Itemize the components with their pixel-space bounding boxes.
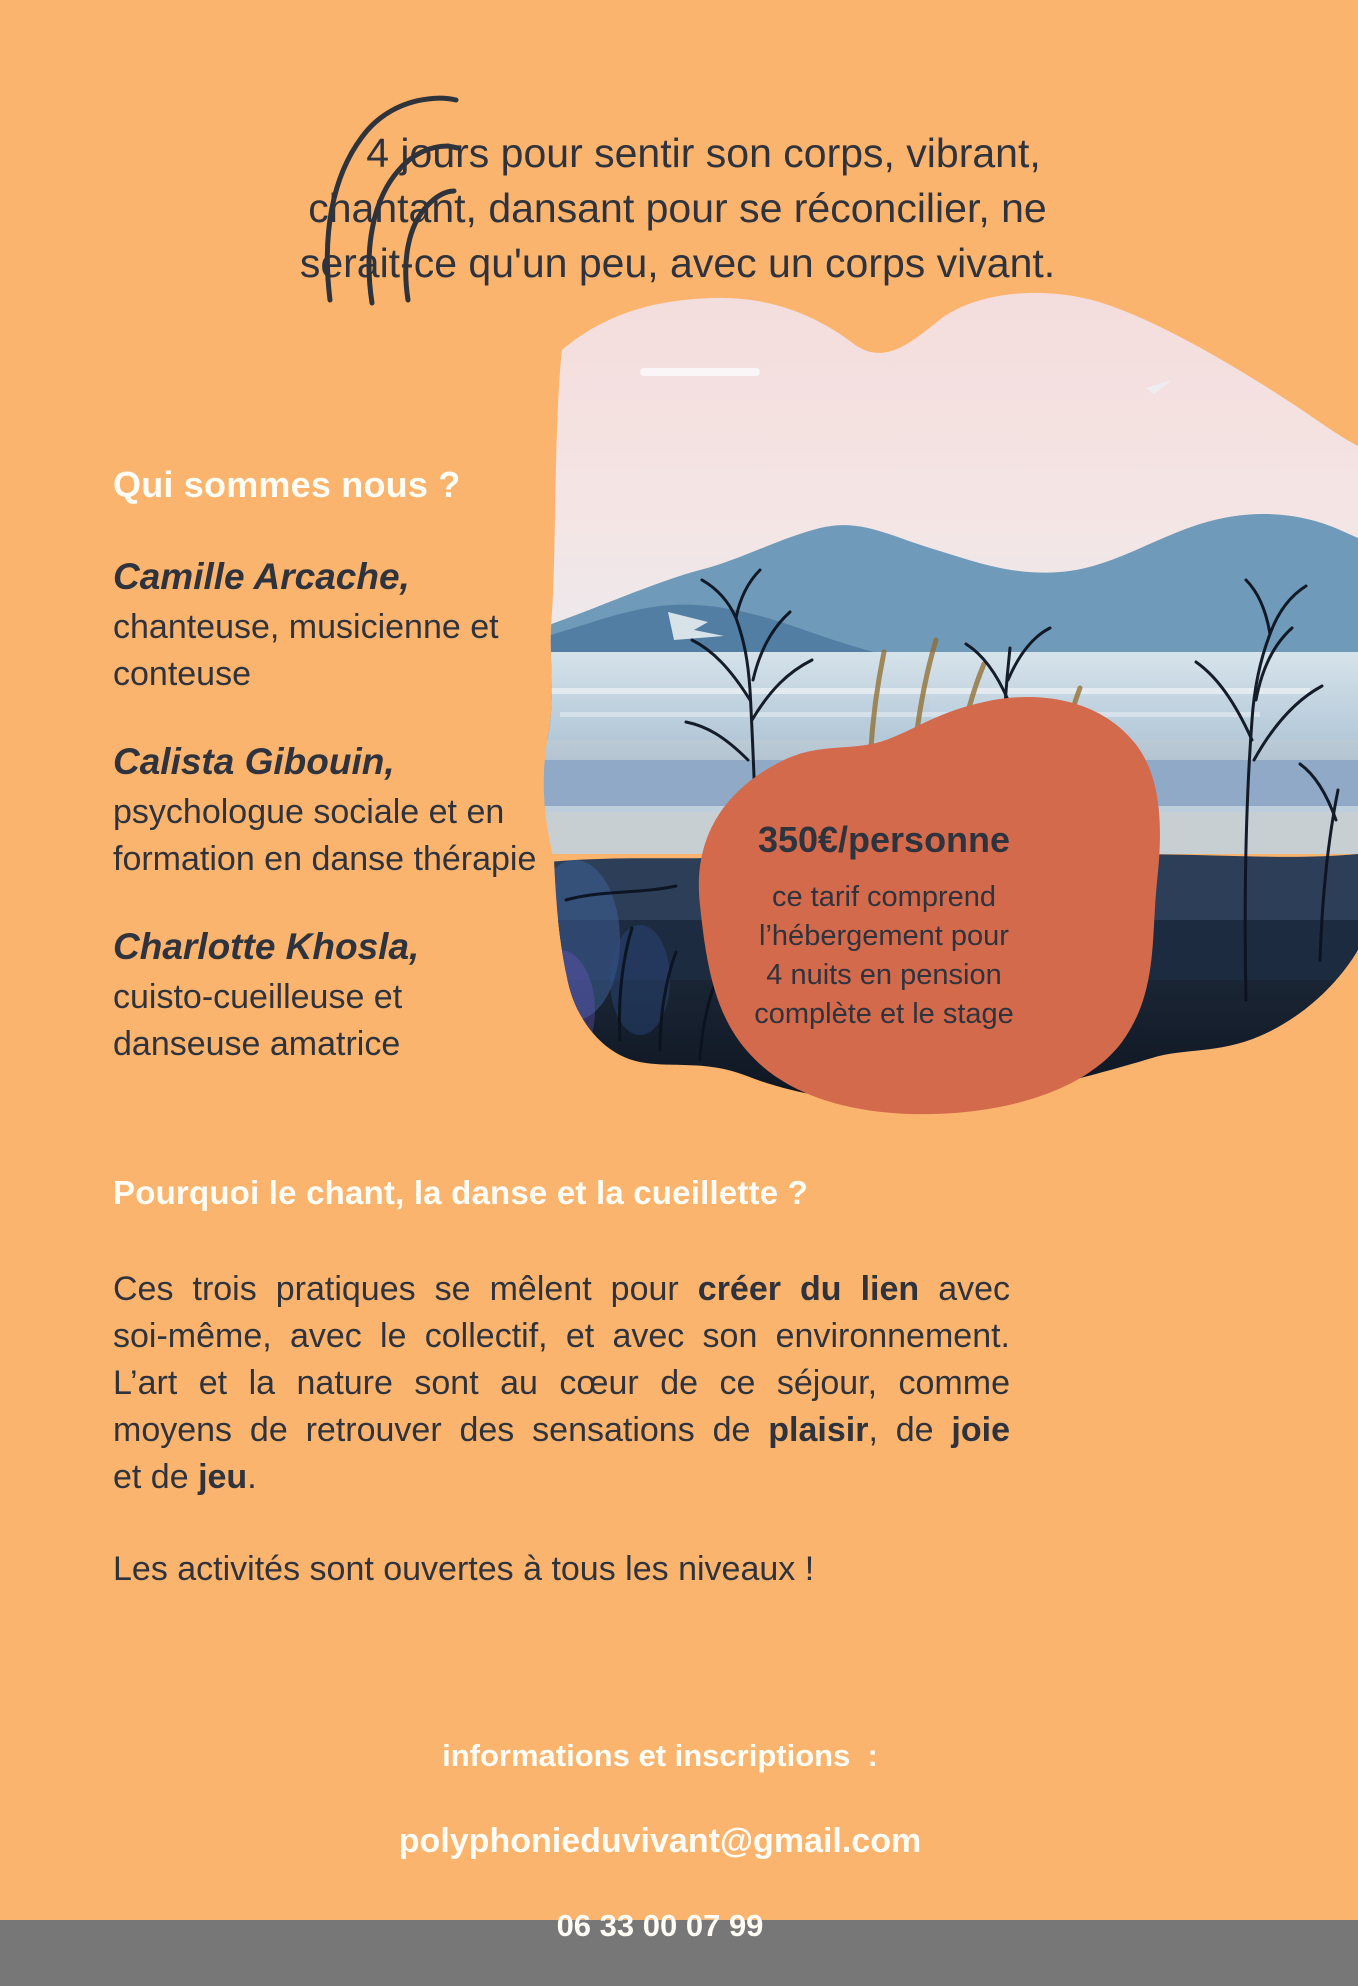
why-heading: Pourquoi le chant, la danse et la cueillette ? [113, 1174, 809, 1211]
price-amount: 350€/personne [757, 819, 1011, 860]
headline-line: serait-ce qu'un peu, avec un corps vivant. [299, 240, 1056, 286]
contact-phone: 06 33 00 07 99 [556, 1908, 764, 1943]
price-detail-line: ce tarif comprend [771, 881, 997, 913]
team-member-camille [113, 554, 653, 698]
member-role: psychologue sociale et en [113, 793, 505, 831]
member-role: formation en danse thérapie [113, 840, 537, 878]
member-role: chanteuse, musicienne et [113, 608, 499, 646]
price-detail-line: 4 nuits en pension [766, 959, 1002, 991]
paragraph-line: soi-même, avec le collectif, et avec son environnement. [113, 1317, 1010, 1355]
paragraph-line: et de jeu. [113, 1458, 257, 1496]
member-role: danseuse amatrice [113, 1025, 401, 1063]
price-detail-line: complète et le stage [754, 998, 1014, 1030]
why-paragraph [113, 1266, 1010, 1501]
paragraph-line: L’art et la nature sont au cœur de ce séjour, comme [113, 1364, 1010, 1402]
member-name: Calista Gibouin, [113, 741, 395, 782]
team-member-calista [113, 739, 653, 883]
levels-note: Les activités sont ouvertes à tous les niveaux ! [113, 1550, 815, 1588]
team-member-charlotte [113, 924, 653, 1068]
headline [225, 126, 1130, 291]
headline-line: 4 jours pour sentir son corps, vibrant, [366, 130, 1041, 176]
headline-line: chantant, dansant pour se réconcilier, ne [308, 185, 1047, 231]
paragraph-line: moyens de retrouver des sensations de plaisir, de joie [113, 1411, 1010, 1449]
member-role: conteuse [113, 655, 251, 693]
price-details [702, 878, 1066, 1034]
member-name: Charlotte Khosla, [113, 926, 420, 967]
team-heading: Qui sommes nous ? [113, 464, 461, 505]
contact-block [260, 1696, 1060, 1986]
contact-label: informations et inscriptions : [442, 1738, 878, 1773]
member-role: cuisto-cueilleuse et [113, 978, 403, 1016]
price-detail-line: l’hébergement pour [759, 920, 1009, 952]
member-name: Camille Arcache, [113, 556, 410, 597]
paragraph-line: Ces trois pratiques se mêlent pour créer du lien avec [113, 1270, 1011, 1308]
contact-email: polyphonieduvivant@gmail.com [398, 1822, 922, 1860]
